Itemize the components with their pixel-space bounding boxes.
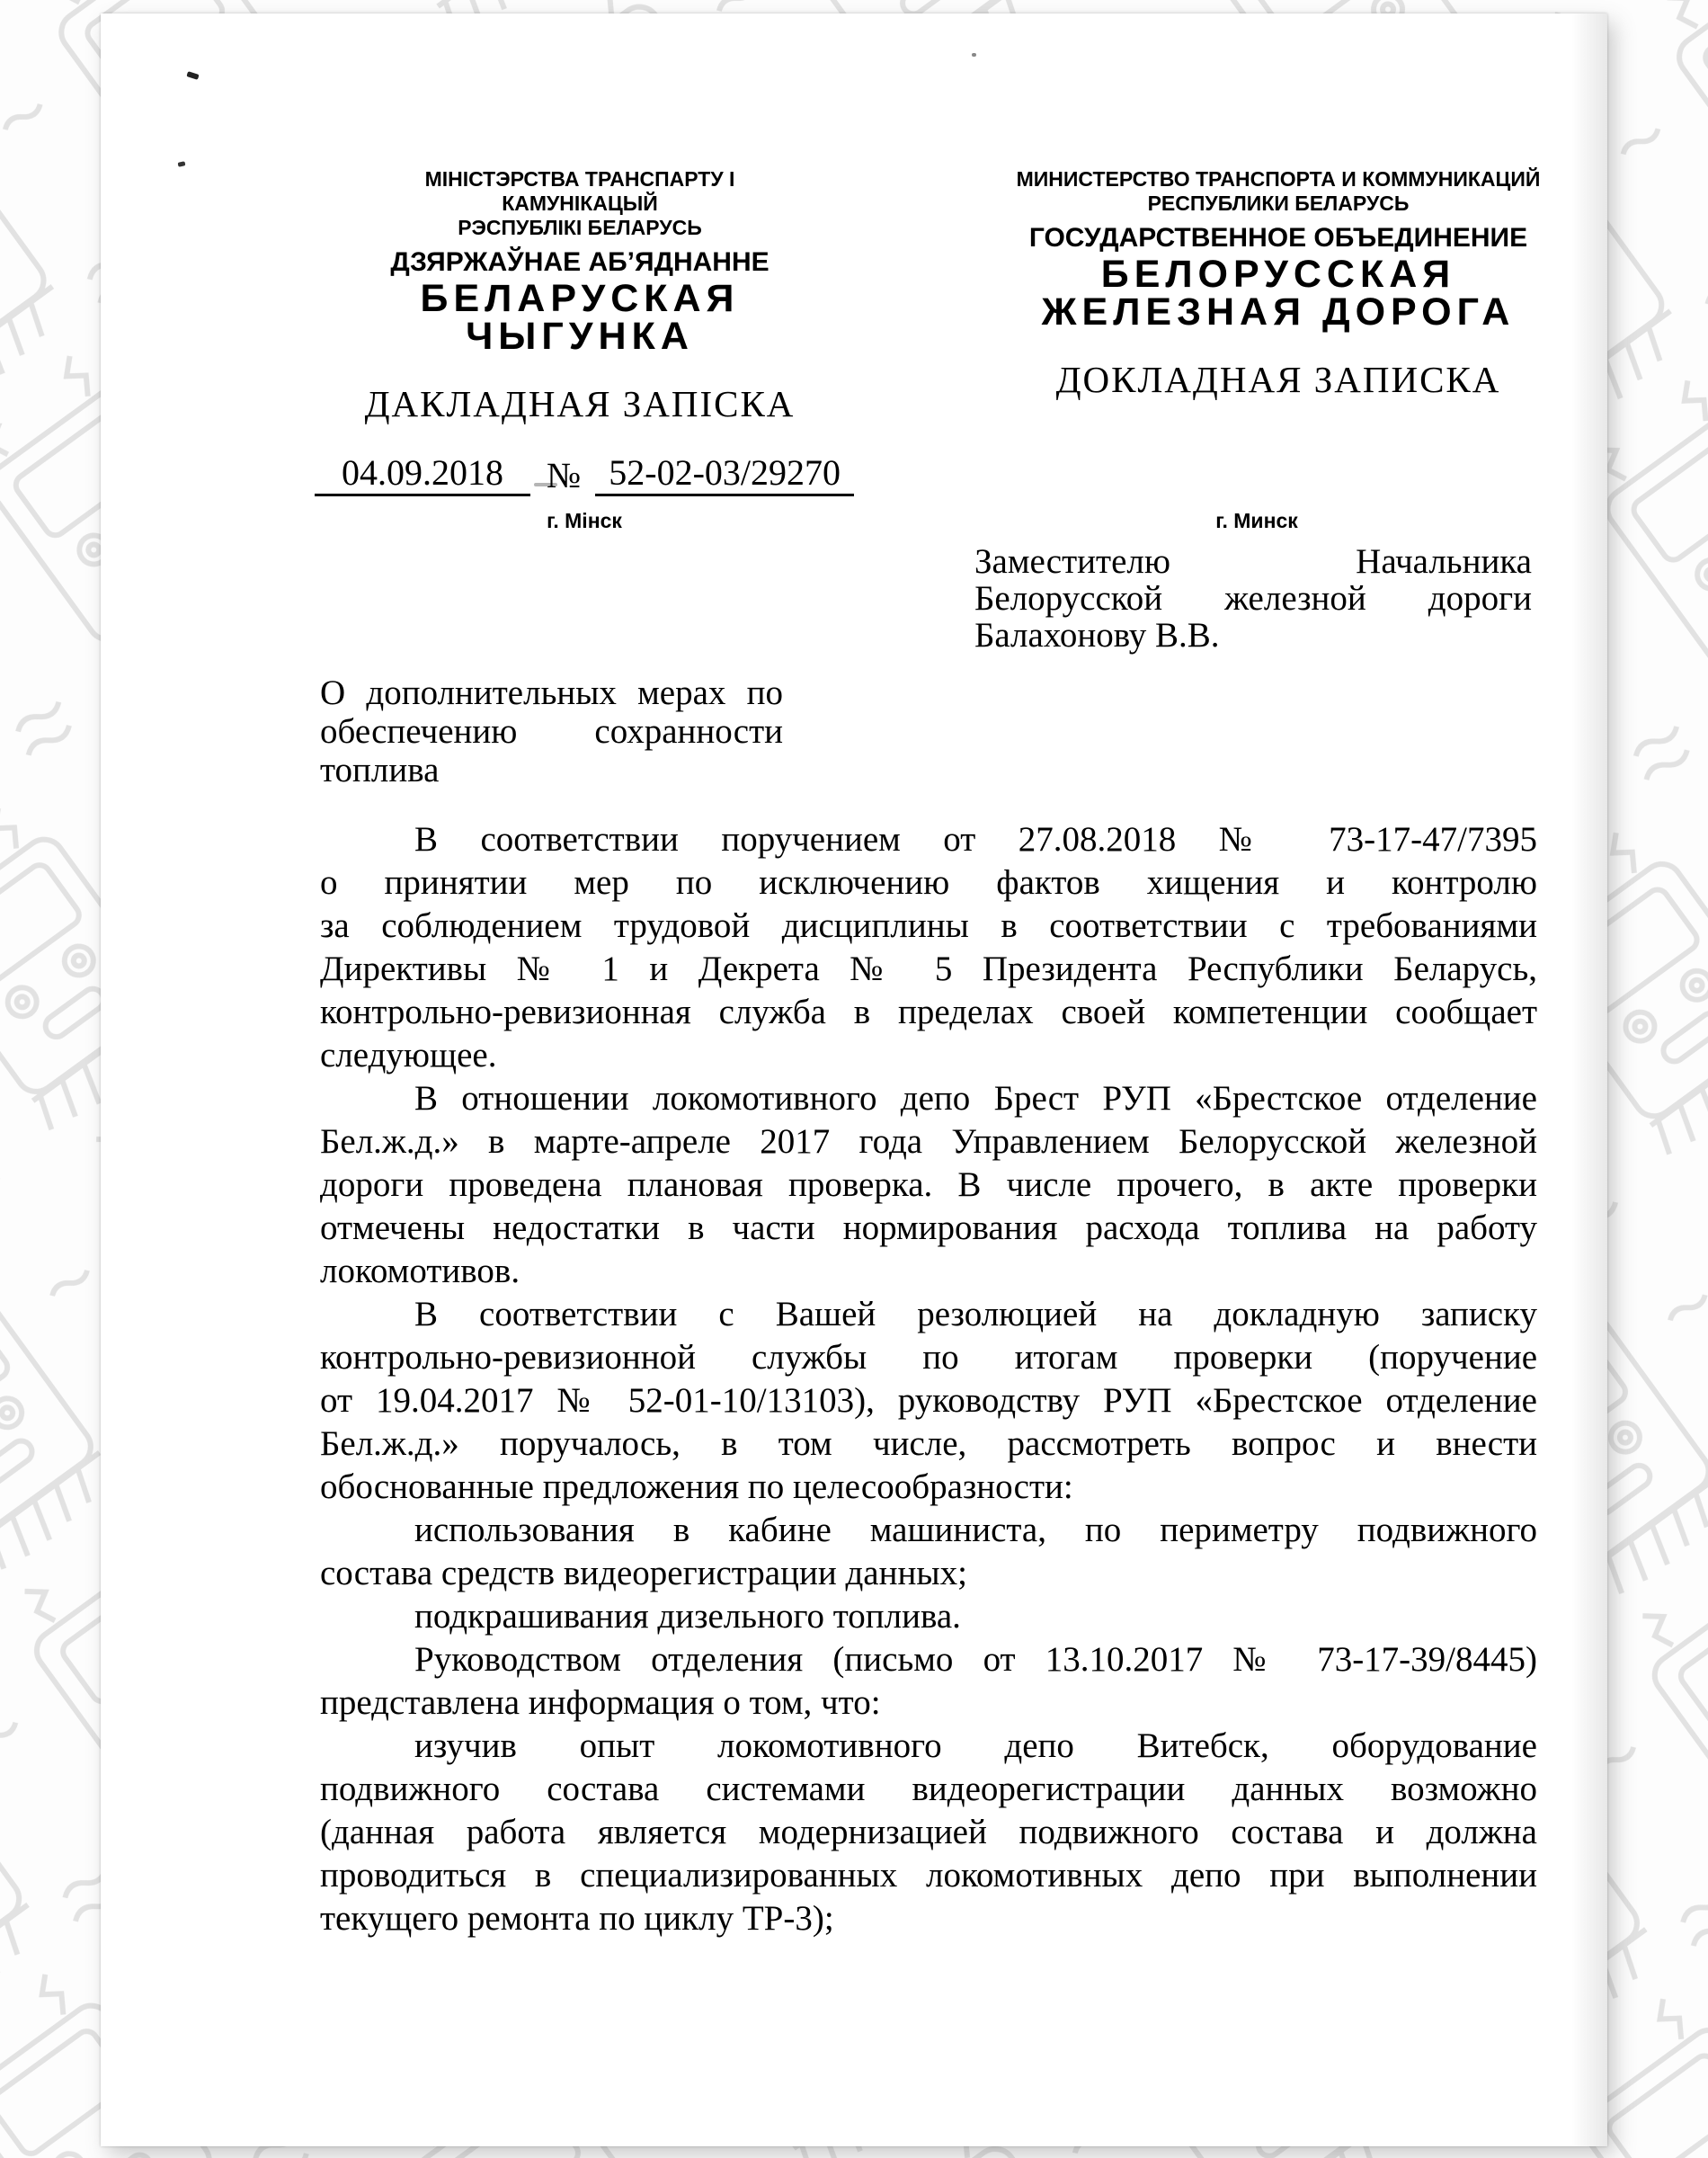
body-line: следующее.	[320, 1036, 497, 1075]
ministry-name-line: МІНІСТЭРСТВА ТРАНСПАРТУ І КАМУНІКАЦЫЙ	[424, 167, 735, 215]
body-line: обоснованные предложения по целесообразности:	[320, 1467, 1073, 1506]
body-line: за соблюдением трудовой дисциплины в соответствии с требованиями	[320, 906, 1537, 945]
org-name-line: БЕЛОРУССКАЯ	[1100, 253, 1456, 296]
city-label-left: г. Мінск	[547, 509, 622, 532]
scan-speck	[178, 161, 186, 167]
body-line: дороги проведена плановая проверка. В числе прочего, в акте проверки	[320, 1165, 1537, 1204]
body-line: текущего ремонта по циклу ТР-3);	[320, 1899, 834, 1938]
subject-block	[320, 673, 783, 789]
body-line: В отношении локомотивного депо Брест РУП «Брестское отделение	[414, 1079, 1537, 1118]
body-line: В соответствии с Вашей резолюцией на докладную записку	[414, 1295, 1537, 1333]
addressee-block	[974, 543, 1532, 654]
body-paragraph	[320, 1725, 1537, 1940]
body-line: локомотивов.	[320, 1252, 520, 1290]
document-type-title: ДАКЛАДНАЯ ЗАПІСКА	[364, 383, 796, 424]
body-line: (данная работа является модернизацией подвижного состава и должна	[320, 1813, 1537, 1851]
body-line: контрольно-ревизионная служба в пределах своей компетенции сообщает	[320, 993, 1537, 1031]
body-line: представлена информация о том, что:	[320, 1683, 881, 1722]
org-type: ДЗЯРЖАЎНАЕ АБ’ЯДНАННЕ	[390, 247, 769, 277]
body-line: состава средств видеорегистрации данных;	[320, 1554, 967, 1592]
body-paragraph	[320, 818, 1537, 1077]
letterhead-russian	[1009, 167, 1548, 399]
org-name-line: ЧЫГУНКА	[466, 315, 694, 358]
addressee-line: Заместителю Начальника	[974, 542, 1532, 581]
body-line: от 19.04.2017 № 52-01-10/13103), руководству РУП «Брестское отделение	[320, 1381, 1537, 1420]
date-and-number-line	[315, 452, 854, 496]
body-line: использования в кабине машиниста, по периметру подвижного	[414, 1511, 1537, 1549]
body-line: проводиться в специализированных локомотивных депо при выполнении	[320, 1856, 1537, 1895]
body-line: о принятии мер по исключению фактов хищения и контролю	[320, 863, 1537, 902]
ministry-name-line: РЕСПУБЛИКИ БЕЛАРУСЬ	[1147, 192, 1410, 215]
ministry-name-line: МИНИСТЕРСТВО ТРАНСПОРТА И КОММУНИКАЦИЙ	[1016, 167, 1541, 191]
page-edge-shading	[1571, 13, 1607, 2146]
org-name-line: БЕЛАРУСКАЯ	[420, 277, 740, 320]
org-type: ГОСУДАРСТВЕННОЕ ОБЪЕДИНЕНИЕ	[1028, 223, 1528, 253]
subject-line: О дополнительных мерах по	[320, 673, 783, 712]
scan-speck	[186, 71, 199, 80]
body-paragraph	[320, 1293, 1537, 1509]
body-line: Директивы № 1 и Декрета № 5 Президента Республики Беларусь,	[320, 950, 1537, 988]
subject-line: обеспечению сохранности	[320, 712, 783, 751]
body-line: В соответствии поручением от 27.08.2018 № 73-17-47/7395	[414, 820, 1537, 859]
letterhead-belarusian	[346, 167, 814, 424]
ministry-name-line: РЭСПУБЛІКІ БЕЛАРУСЬ	[458, 216, 702, 239]
body-line: Бел.ж.д.» поручалось, в том числе, рассмотреть вопрос и внести	[320, 1424, 1537, 1463]
body-paragraph	[320, 1509, 1537, 1595]
body-line: подвижного состава системами видеорегистрации данных возможно	[320, 1770, 1537, 1808]
document-date: 04.09.2018	[315, 452, 530, 496]
body-paragraph	[320, 1077, 1537, 1293]
body-line: Руководством отделения (письмо от 13.10.2017 № 73-17-39/8445)	[414, 1640, 1537, 1679]
city-label-right: г. Минск	[1215, 509, 1298, 532]
body-line: отмечены недостатки в части нормирования расхода топлива на работу	[320, 1208, 1537, 1247]
subject-line: топлива	[320, 751, 440, 789]
document-number: 52-02-03/29270	[595, 452, 854, 496]
org-name-line: ЖЕЛЕЗНАЯ ДОРОГА	[1041, 290, 1516, 334]
body-paragraph	[320, 1595, 1537, 1638]
addressee-line: Белорусской железной дороги	[974, 579, 1532, 618]
document-type-title: ДОКЛАДНАЯ ЗАПИСКА	[1055, 359, 1501, 400]
body-line: подкрашивания дизельного топлива.	[414, 1597, 961, 1636]
body-line: контрольно-ревизионной службы по итогам проверки (поручение	[320, 1338, 1537, 1377]
scan-speck	[972, 53, 976, 57]
body-line: Бел.ж.д.» в марте-апреле 2017 года Управлением Белорусской железной	[320, 1122, 1537, 1161]
addressee-line: Балахонову В.В.	[974, 616, 1220, 655]
number-sign: №	[547, 455, 582, 495]
body-line: изучив опыт локомотивного депо Витебск, оборудование	[414, 1726, 1537, 1765]
document-page	[101, 13, 1607, 2146]
memo-body	[320, 818, 1537, 1940]
body-paragraph	[320, 1638, 1537, 1725]
